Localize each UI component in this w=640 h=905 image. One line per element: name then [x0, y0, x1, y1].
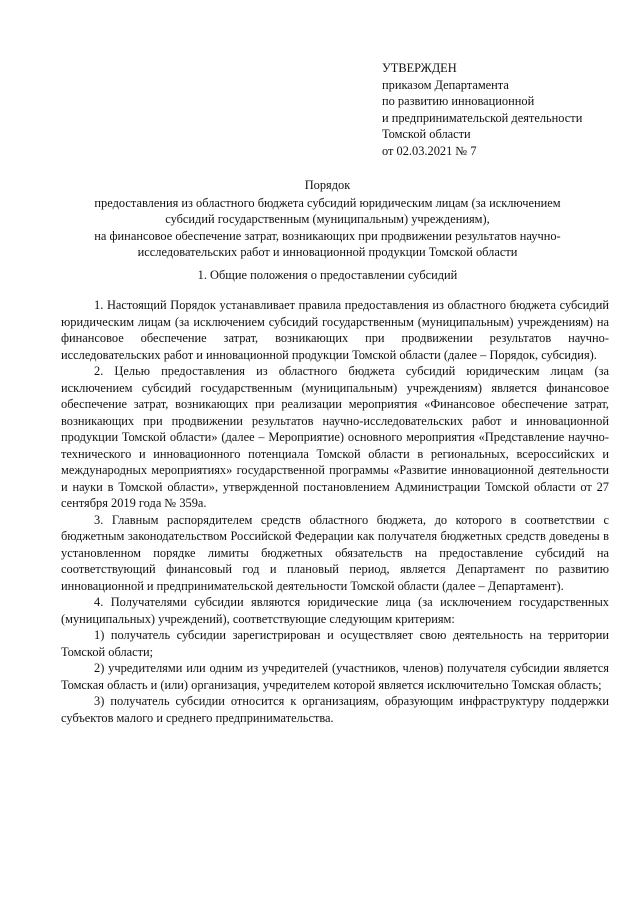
paragraph: 2. Целью предоставления из областного бюджета субсидий юридическим лицам (за исключением субсидий государственным (муниципальным) учреждениям) является финансовое обеспечение затрат, возникающих при реализации мероприятия «Финансовое обеспечение затрат, возникающих при продвижении результатов научно-исследовательских работ и инновационной продукции Томской области» (далее – Мероприятие) основного мероприятия «Представление научно-технического и инновационного потенциала Томской области в региональных, всероссийских и международных мероприятиях» государственной программы «Развитие инновационной деятельности и науки в Томской области», утвержденной постановлением Администрации Томской области от 27 сентября 2019 года № 359а. — [61, 364, 609, 510]
approval-line: приказом Департамента — [382, 77, 509, 92]
paragraph: 4. Получателями субсидии являются юридические лица (за исключением государственных (муниципальных) учреждений), соответствующие следующим критериям: — [61, 595, 609, 626]
paragraph: 1. Настоящий Порядок устанавливает правила предоставления из областного бюджета субсидий юридическим лицам (за исключением субсидий государственным (муниципальным) учреждениям) на финансовое обеспечение затрат, возникающих при продвижении результатов научно-исследовательских работ и инновационной продукции Томской области (далее – Порядок, субсидия). — [61, 298, 609, 362]
list-item: 1) получатель субсидии зарегистрирован и осуществляет свою деятельность на территории Томской области; — [61, 628, 609, 659]
list-item: 2) учредителями или одним из учредителей (участников, членов) получателя субсидии является Томская область и (или) организация, учредителем которой является исключительно Томская область; — [61, 661, 609, 692]
approval-stamp-block — [382, 60, 632, 159]
approval-line: Томской области — [382, 127, 471, 141]
section-heading: 1. Общие положения о предоставлении субсидий — [197, 268, 458, 282]
document-subtitle-line: исследовательских работ и инновационной продукции Томской области — [137, 245, 518, 259]
list-item: 3) получатель субсидии относится к организациям, образующим инфраструктуру поддержки субъектов малого и среднего предпринимательства. — [61, 694, 609, 725]
approval-title: УТВЕРЖДЕН — [382, 61, 457, 75]
approval-date: от 02.03.2021 № 7 — [382, 143, 477, 158]
document-subtitle-line: предоставления из областного бюджета субсидий юридическим лицам (за исключением — [94, 195, 561, 210]
document-body — [61, 297, 609, 726]
document-subtitle-line: на финансовое обеспечение затрат, возникающих при продвижении результатов научно- — [94, 228, 561, 243]
paragraph: 3. Главным распорядителем средств областного бюджета, до которого в соответствии с бюджетным законодательством Российской Федерации как получателя бюджетных средств доведены в установленном порядке лимиты бюджетных обязательств на предоставление субсидий на соответствующий финансовый год и плановый период, является Департамент по развитию инновационной и предпринимательской деятельности Томской области (далее – Департамент). — [61, 512, 609, 593]
document-subtitle-line: субсидий государственным (муниципальным) учреждениям), — [165, 212, 490, 226]
approval-line: и предпринимательской деятельности — [382, 110, 583, 125]
document-title: Порядок — [304, 178, 351, 192]
approval-line: по развитию инновационной — [382, 94, 535, 108]
document-heading — [55, 177, 600, 261]
